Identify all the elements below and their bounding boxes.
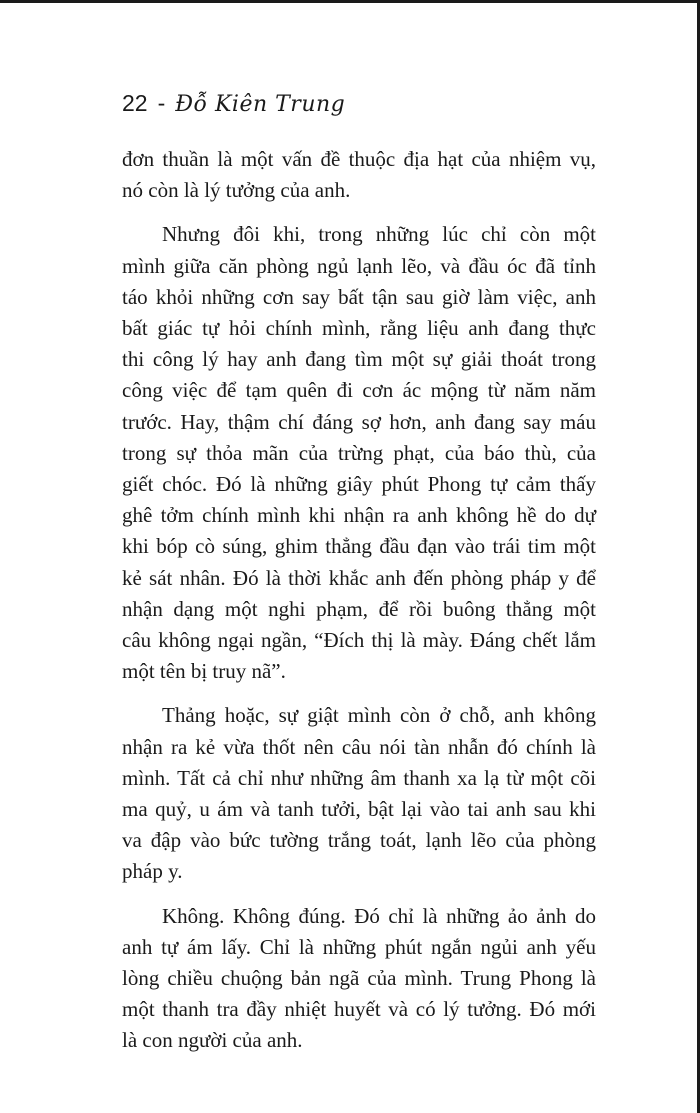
- header-separator: -: [157, 90, 166, 116]
- paragraph: [122, 144, 596, 206]
- text-line: một thanh tra đầy nhiệt huyết và có lý tưởng. Đó mới: [122, 997, 596, 1022]
- text-line: ghê tởm chính mình khi nhận ra anh không hề do dự: [122, 503, 596, 528]
- text-line: nhận ra kẻ vừa thốt nên câu nói tàn nhẫn đó chính là: [122, 734, 596, 759]
- text-line: mình. Tất cả chỉ như những âm thanh xa lạ từ một cõi: [122, 765, 596, 790]
- text-line: Thảng hoặc, sự giật mình còn ở chỗ, anh không: [162, 703, 596, 728]
- text-line: Nhưng đôi khi, trong những lúc chỉ còn một: [162, 222, 596, 247]
- author-name: Đỗ Kiên Trung: [175, 92, 346, 117]
- text-line: bất giác tự hỏi chính mình, rằng liệu anh đang thực: [122, 316, 596, 341]
- text-line: trước. Hay, thậm chí đáng sợ hơn, anh đang say máu: [122, 409, 596, 434]
- paragraph: [122, 219, 596, 687]
- text-line: nó còn là lý tưởng của anh.: [122, 178, 351, 203]
- page-number: 22: [122, 90, 148, 116]
- top-border: [0, 0, 700, 3]
- text-line: thi công lý hay anh đang tìm một sự giải thoát trong: [122, 347, 596, 372]
- running-header: [122, 88, 345, 120]
- text-line: pháp y.: [122, 859, 183, 884]
- text-line: khi bóp cò súng, ghim thẳng đầu đạn vào trái tim một: [122, 534, 596, 559]
- text-line: trong sự thỏa mãn của trừng phạt, của báo thù, của: [122, 440, 596, 465]
- text-line: anh tự ám lấy. Chỉ là những phút ngắn ngủi anh yếu: [122, 934, 596, 959]
- paragraph: [122, 901, 596, 1057]
- paragraph: [122, 700, 596, 887]
- text-line: mình giữa căn phòng ngủ lạnh lẽo, và đầu óc đã tỉnh: [122, 253, 596, 278]
- text-line: va đập vào bức tường trắng toát, lạnh lẽo của phòng: [122, 828, 596, 853]
- text-line: Không. Không đúng. Đó chỉ là những ảo ảnh do: [162, 903, 596, 928]
- text-line: giết chóc. Đó là những giây phút Phong tự cảm thấy: [122, 472, 596, 497]
- text-line: táo khỏi những cơn say bất tận sau giờ làm việc, anh: [122, 284, 596, 309]
- text-line: đơn thuần là một vấn đề thuộc địa hạt của nhiệm vụ,: [122, 147, 596, 171]
- text-line: công việc để tạm quên đi cơn ác mộng từ năm năm: [122, 378, 596, 403]
- text-line: một tên bị truy nã”.: [122, 659, 286, 684]
- text-line: ma quỷ, u ám và tanh tưởi, bật lại vào tai anh sau khi: [122, 797, 596, 822]
- text-line: là con người của anh.: [122, 1028, 303, 1053]
- text-line: câu không ngại ngần, “Đích thị là mày. Đáng chết lắm: [122, 628, 596, 653]
- text-line: nhận dạng một nghi phạm, để rồi buông thẳng một: [122, 596, 596, 621]
- text-line: lòng chiều chuộng bản ngã của mình. Trung Phong là: [122, 966, 596, 991]
- text-line: kẻ sát nhân. Đó là thời khắc anh đến phòng pháp y để: [122, 565, 596, 590]
- body-text: [122, 144, 596, 1057]
